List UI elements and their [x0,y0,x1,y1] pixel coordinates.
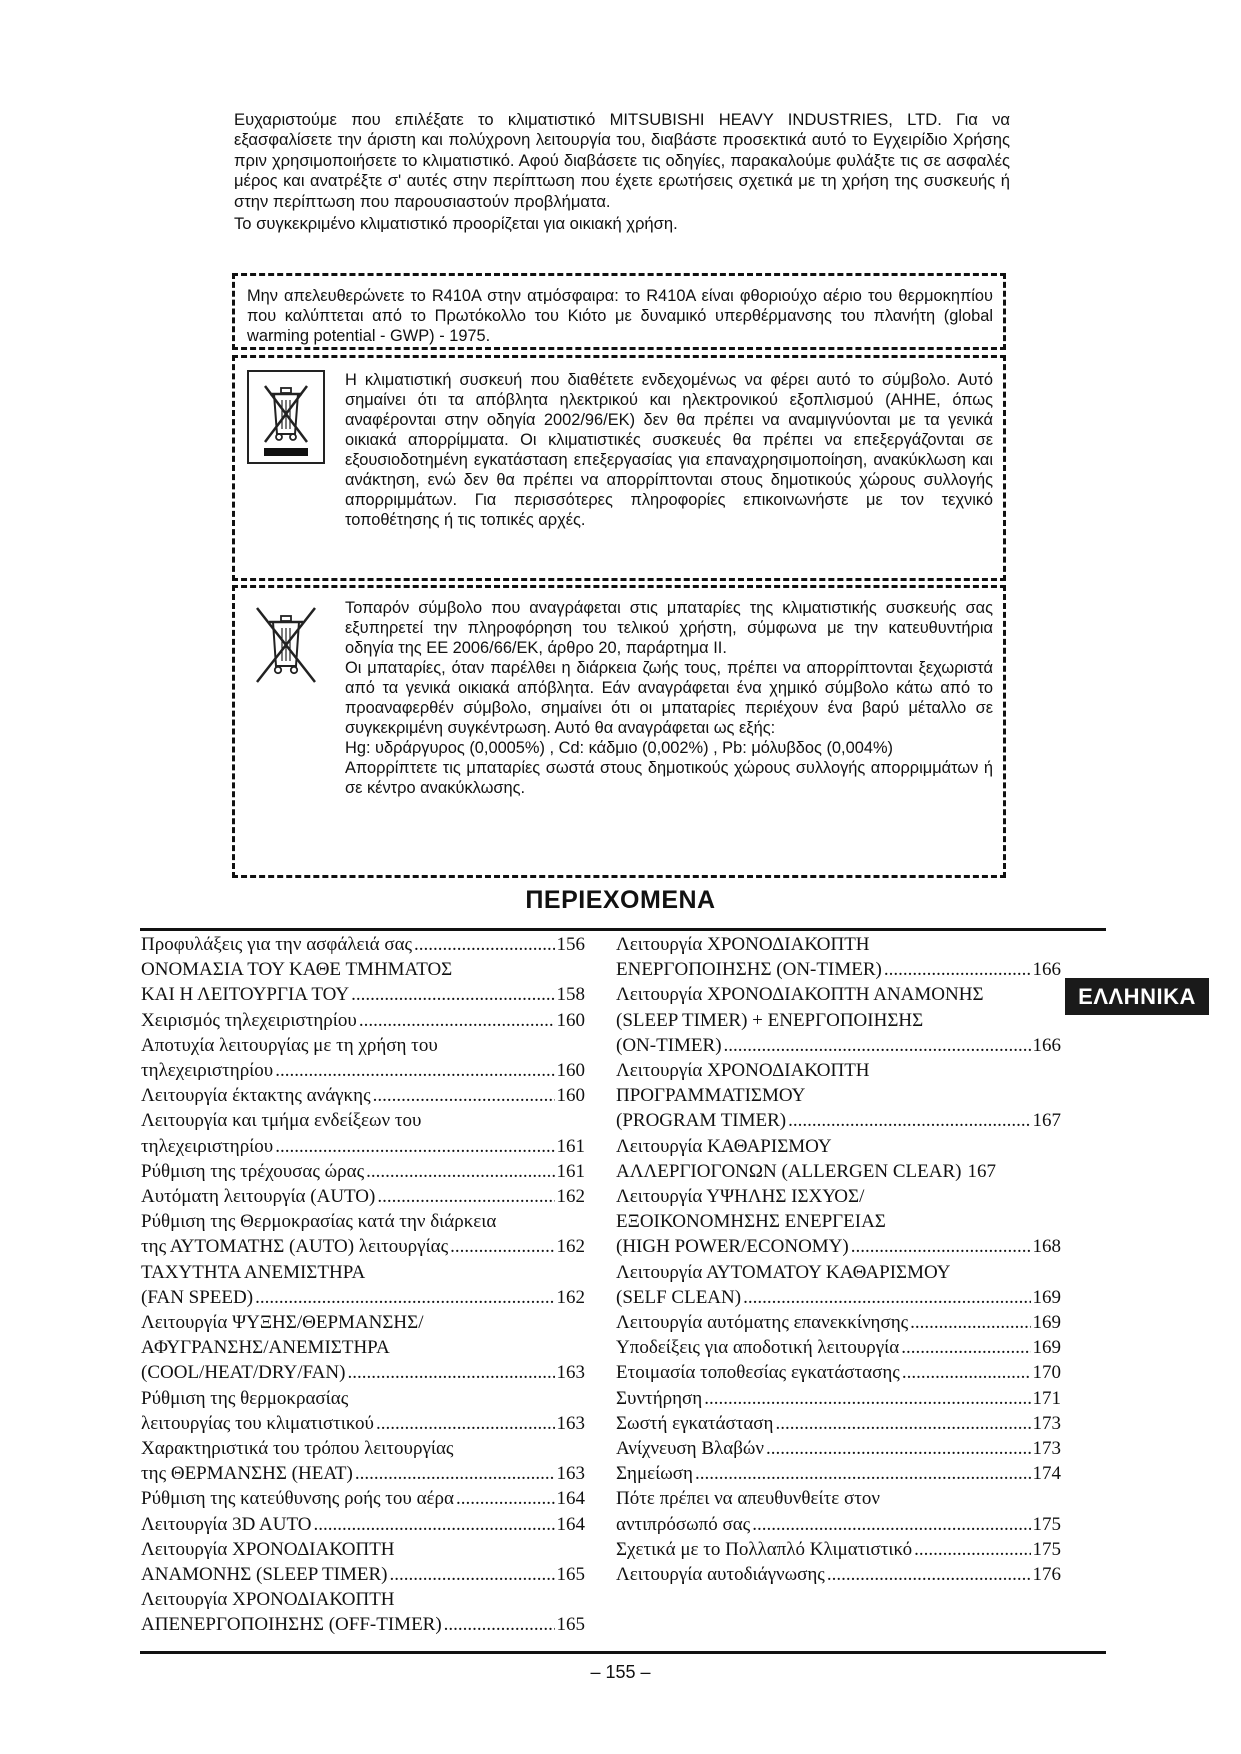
toc-entry-last-line [141,1184,585,1209]
toc-entry-title: τηλεχειριστηρίου [141,1060,274,1082]
toc-entry-title: της ΘΕΡΜΑΝΣΗΣ (HEAT) [141,1463,353,1485]
toc-entry-last-line [141,1612,585,1637]
toc-entry-line: ΕΞΟΙΚΟΝΟΜΗΣΗΣ ΕΝΕΡΓΕΙΑΣ [616,1211,886,1233]
toc-entry-title: Ρύθμιση της κατεύθυνσης ροής του αέρα [141,1488,454,1510]
toc-entry [616,1134,1061,1184]
toc-page-number: 169 [1032,1312,1061,1334]
weee-notice-box [232,355,1006,581]
toc-entry-title: τηλεχειριστηρίου [141,1135,274,1157]
toc-entry-last-line [616,1512,1061,1537]
toc-entry [141,1386,585,1436]
toc-page-number: 170 [1032,1362,1061,1384]
toc-entry [141,1159,585,1184]
toc-entry [141,1537,585,1587]
toc-entry-last-line [616,1234,1061,1259]
toc-top-rule [140,928,1106,931]
toc-dot-leader [775,1411,1030,1436]
toc-entry [141,1209,585,1259]
toc-dot-leader [347,1360,554,1385]
toc-entry-last-line [141,982,585,1007]
toc-entry-last-line [616,1335,1061,1360]
toc-entry-line: Λειτουργία ΧΡΟΝΟΔΙΑΚΟΠΤΗ [616,1060,870,1082]
toc-entry-last-line [141,1461,585,1486]
toc-entry-last-line [141,932,585,957]
toc-entry-line: ΟΝΟΜΑΣΙΑ ΤΟΥ ΚΑΘΕ ΤΜΗΜΑΤΟΣ [141,959,453,981]
toc-entry-last-line [141,1486,585,1511]
toc-page-number: 173 [1032,1438,1061,1460]
toc-entry-title: Ανίχνευση Βλαβών [616,1438,764,1460]
toc-entry-last-line [616,957,1061,982]
toc-dot-leader [359,1008,555,1033]
toc-dot-leader [376,1411,555,1436]
toc-page-number: 163 [556,1412,585,1434]
toc-dot-leader [389,1562,554,1587]
toc-page-number: 175 [1032,1538,1061,1560]
toc-page-number: 162 [556,1186,585,1208]
toc-entry-title: της ΑΥΤΟΜΑΤΗΣ (AUTO) λειτουργίας [141,1236,449,1258]
toc-entry [616,1360,1061,1385]
toc-dot-leader [444,1612,555,1637]
toc-entry-last-line [616,1562,1061,1587]
toc-dot-leader [884,957,1031,982]
toc-left-column [141,932,585,1638]
toc-entry-title: (HIGH POWER/ECONOMY) [616,1236,849,1258]
toc-page-number: 161 [556,1160,585,1182]
toc-page-number: 169 [1032,1337,1061,1359]
toc-title: ΠΕΡΙΕΧΟΜΕΝΑ [525,886,716,914]
toc-page-number: 174 [1032,1463,1061,1485]
toc-entry-title: Ετοιμασία τοποθεσίας εγκατάστασης [616,1362,900,1384]
toc-entry [141,1008,585,1033]
toc-entry-title: (FAN SPEED) [141,1286,254,1308]
toc-entry [141,1033,585,1083]
toc-entry [141,932,585,957]
toc-entry-title: Συντήρηση [616,1387,703,1409]
toc-page-number: 173 [1032,1412,1061,1434]
toc-page-number: 160 [556,1060,585,1082]
toc-page-number: 163 [556,1463,585,1485]
toc-dot-leader [255,1285,554,1310]
toc-entry-line: ΠΡΟΓΡΑΜΜΑΤΙΣΜΟΥ [616,1085,806,1107]
toc-entry-title: Ρύθμιση της τρέχουσας ώρας [141,1160,365,1182]
toc-entry-last-line [141,1411,585,1436]
toc-page-number: 162 [556,1286,585,1308]
toc-entry-line: (SLEEP TIMER) + ΕΝΕΡΓΟΠΟΙΗΣΗΣ [616,1009,924,1031]
toc-entry [616,1461,1061,1486]
toc-entry-last-line [141,1234,585,1259]
toc-page-number: 160 [556,1085,585,1107]
toc-entry-last-line [141,1562,585,1587]
toc-dot-leader [914,1537,1030,1562]
toc-entry [141,1310,585,1386]
weee-notice-text: Η κλιματιστική συσκευή που διαθέτετε ενδεχομένως να φέρει αυτό το σύμβολο. Αυτό σημαίνει ότι τα απόβλητα ηλεκτρικού και ηλεκτρονικού εξοπλισμού (ΑΗΗΕ, όπως αναφέρονται στην οδηγία 2002/96/ΕΚ) δεν θα πρέπει να αναμιγνύονται με τα γενικά οικιακά απορρίμματα. Οι κλιματιστικές συσκευές θα πρέπει να επεξεργάζονται σε εξουσιοδοτημένη εγκατάσταση επεξεργασίας για επαναχρησιμοποίηση, ανακύκλωση και ανάκτηση, ενώ δεν θα πρέπει να απορρίπτονται στους δημοτικούς χώρους συλλογής απορριμμάτων. Για περισσότερες πληροφορίες επικοινωνήστε με τον τεχνικό τοποθέτησης ή τις τοπικές αρχές. [345,371,993,529]
toc-entry [616,1562,1061,1587]
toc-page-number: 164 [556,1488,585,1510]
r410a-notice-text: Μην απελευθερώνετε το R410A στην ατμόσφαιρα: το R410A είναι φθοριούχο αέριο του θερμοκηπίου που καλύπτεται από το Πρωτόκολλο του Κιότο με δυναμικό υπερθέρμανσης του πλανήτη (global warming potential - GWP) - 1975. [247,287,993,345]
toc-entry-line: Ρύθμιση της Θερμοκρασίας κατά την διάρκεια [141,1211,497,1233]
toc-entry-last-line [616,1285,1061,1310]
toc-entry [616,1058,1061,1134]
toc-dot-leader [275,1058,554,1083]
toc-page-number: 165 [556,1614,585,1636]
toc-page-number: 156 [556,934,585,955]
toc-page-number: 163 [556,1362,585,1384]
toc-entry [616,1184,1061,1260]
toc-entry-line: Λειτουργία ΧΡΟΝΟΔΙΑΚΟΠΤΗ [141,1589,395,1611]
language-tab: ΕΛΛΗΝΙΚΑ [1065,978,1209,1015]
toc-dot-leader [313,1512,554,1537]
toc-entry [141,1108,585,1158]
intro-paragraph-1: Ευχαριστούμε που επιλέξατε το κλιματιστικό MITSUBISHI HEAVY INDUSTRIES, LTD. Για να εξασφαλίσετε την άριστη και πολύχρονη λειτουργία του, διαβάστε προσεκτικά αυτό το Εγχειρίδιο Χρήσης πριν χρησιμοποιήσετε το κλιματιστικό. Αφού διαβάσετε τις οδηγίες, παρακαλούμε φυλάξτε τις σε ασφαλές μέρος και ανατρέξτε σ' αυτές στην περίπτωση που έχετε ερωτήσεις σχετικά με τη χρήση της συσκευής ή στην περίπτωση που παρουσιαστούν προβλήματα. [234,110,1010,211]
toc-page-number: 165 [556,1564,585,1586]
toc-dot-leader [373,1083,555,1108]
toc-entry-line: ΑΦΥΓΡΑΝΣΗΣ/ΑΝΕΜΙΣΤΗΡΑ [141,1337,390,1359]
battery-notice-text-2: Οι μπαταρίες, όταν παρέλθει η διάρκεια ζωής τους, πρέπει να απορρίπτονται ξεχωριστά από τα γενικά οικιακά απόβλητα. Εάν αναγράφεται ένα χημικό σύμβολο κάτω από το προαναφερθέν σύμβολο, σημαίνει ότι οι μπαταρίες περιέχουν ένα βαρύ μέταλλο σε συγκεκριμένη συγκέντρωση. Αυτό θα αναγράφεται ως εξής: [345,659,993,737]
battery-notice-text-3: Hg: υδράργυρος (0,0005%) , Cd: κάδμιο (0,002%) , Pb: μόλυβδος (0,004%) [345,739,893,757]
toc-page-number: 166 [1032,959,1061,981]
toc-entry [141,1184,585,1209]
toc-dot-leader [743,1285,1030,1310]
toc-entry-line: Ρύθμιση της θερμοκρασίας [141,1387,349,1409]
toc-entry-last-line [141,1134,585,1159]
toc-page-number: 164 [556,1513,585,1535]
toc-page-number: 166 [1032,1034,1061,1056]
toc-entry-last-line [616,1108,1061,1133]
toc-entry-last-line [616,1537,1061,1562]
toc-page-number: 168 [1032,1236,1061,1258]
page-number: – 155 – [590,1662,651,1682]
toc-entry-line: Πότε πρέπει να απευθυνθείτε στον [616,1488,880,1510]
battery-notice-text-4: Απορρίπτετε τις μπαταρίες σωστά στους δημοτικούς χώρους συλλογής απορριμμάτων ή σε κέντρο ανακύκλωσης. [345,759,993,797]
toc-entry-title: Σωστή εγκατάσταση [616,1412,774,1434]
toc-entry-title: αντιπρόσωπό σας [616,1513,751,1535]
toc-entry-title: λειτουργίας του κλιματιστικού [141,1412,374,1434]
toc-entry [616,1260,1061,1310]
battery-notice-box [232,585,1006,878]
toc-dot-leader [414,932,554,957]
toc-entry [616,1310,1061,1335]
toc-entry-last-line [616,1033,1061,1058]
toc-entry-last-line [141,1360,585,1385]
toc-entry [616,1486,1061,1536]
toc-entry [141,1260,585,1310]
toc-entry [616,932,1061,982]
toc-dot-leader [766,1436,1031,1461]
toc-dot-leader [377,1184,554,1209]
toc-dot-leader [351,982,554,1007]
toc-right-column [616,932,1061,1587]
toc-dot-leader [450,1234,554,1259]
toc-entry-last-line [616,1159,1061,1184]
toc-entry-last-line [141,1159,585,1184]
toc-entry-title: (ON-TIMER) [616,1034,722,1056]
toc-entry-line: Λειτουργία ΑΥΤΟΜΑΤΟΥ ΚΑΘΑΡΙΣΜΟΥ [616,1261,951,1283]
toc-page-number: 161 [556,1135,585,1157]
toc-entry-line: Χαρακτηριστικά του τρόπου λειτουργίας [141,1438,454,1460]
toc-dot-leader [788,1108,1030,1133]
toc-entry-line: Λειτουργία ΧΡΟΝΟΔΙΑΚΟΠΤΗ [616,934,870,955]
toc-entry-last-line [141,1285,585,1310]
toc-entry [616,1386,1061,1411]
toc-dot-leader [851,1234,1031,1259]
crossed-bin-symbol-icon [247,370,325,464]
toc-entry-title: Χειρισμός τηλεχειριστηρίου [141,1009,357,1031]
toc-page-number: 167 [967,1160,996,1182]
toc-dot-leader [366,1159,554,1184]
toc-entry-last-line [616,1411,1061,1436]
toc-entry [616,1411,1061,1436]
toc-dot-leader [827,1562,1031,1587]
toc-entry [141,1512,585,1537]
toc-entry-title: ΑΠΕΝΕΡΓΟΠΟΙΗΣΗΣ (OFF-TIMER) [141,1614,442,1636]
toc-entry-title: ΚΑΙ Η ΛΕΙΤΟΥΡΓΙΑ ΤΟΥ [141,984,350,1006]
toc-entry-line: Λειτουργία και τμήμα ενδείξεων του [141,1110,422,1132]
toc-entry-last-line [141,1058,585,1083]
toc-dot-leader [910,1310,1030,1335]
toc-dot-leader [456,1486,555,1511]
toc-entry-last-line [616,1360,1061,1385]
toc-page-number: 158 [556,984,585,1006]
toc-entry-last-line [141,1083,585,1108]
toc-entry [616,1537,1061,1562]
toc-entry [141,1436,585,1486]
toc-entry-last-line [141,1008,585,1033]
toc-entry-last-line [141,1512,585,1537]
toc-dot-leader [275,1134,554,1159]
toc-entry-title: Λειτουργία έκτακτης ανάγκης [141,1085,371,1107]
toc-entry [616,1335,1061,1360]
toc-entry-title: (PROGRAM TIMER) [616,1110,787,1132]
toc-page-number: 171 [1032,1387,1061,1409]
toc-entry-title: Υποδείξεις για αποδοτική λειτουργία [616,1337,900,1359]
toc-dot-leader [901,1335,1030,1360]
toc-entry [141,957,585,1007]
toc-entry-title: Λειτουργία 3D AUTO [141,1513,312,1535]
toc-entry-line: Λειτουργία ΧΡΟΝΟΔΙΑΚΟΠΤΗ [141,1538,395,1560]
toc-entry [141,1587,585,1637]
toc-entry-title: Σχετικά με το Πολλαπλό Κλιματιστικό [616,1538,913,1560]
toc-entry [616,1436,1061,1461]
toc-dot-leader [902,1360,1031,1385]
toc-entry-line: Λειτουργία ΨΥΞΗΣ/ΘΕΡΜΑΝΣΗΣ/ [141,1312,424,1334]
toc-entry-title: ΕΝΕΡΓΟΠΟΙΗΣΗΣ (ON-TIMER) [616,959,882,981]
toc-entry-title: ΑΝΑΜΟΝΗΣ (SLEEP TIMER) [141,1564,388,1586]
toc-entry-last-line [616,1436,1061,1461]
toc-entry [141,1486,585,1511]
toc-dot-leader [355,1461,555,1486]
toc-entry-line: ΤΑΧΥΤΗΤΑ ΑΝΕΜΙΣΤΗΡΑ [141,1261,366,1283]
toc-entry-line: Αποτυχία λειτουργίας με τη χρήση του [141,1034,438,1056]
toc-page-number: 176 [1032,1564,1061,1586]
intro-paragraph-2: Το συγκεκριμένο κλιματιστικό προορίζεται για οικιακή χρήση. [234,214,678,234]
toc-dot-leader [724,1033,1031,1058]
toc-entry-last-line [616,1310,1061,1335]
toc-entry-line: Λειτουργία ΥΨΗΛΗΣ ΙΣΧΥΟΣ/ [616,1186,865,1208]
toc-entry-line: Λειτουργία ΚΑΘΑΡΙΣΜΟΥ [616,1135,832,1157]
toc-page-number: 162 [556,1236,585,1258]
toc-entry-last-line [616,1386,1061,1411]
toc-entry-line: Λειτουργία ΧΡΟΝΟΔΙΑΚΟΠΤΗ ΑΝΑΜΟΝΗΣ [616,984,984,1006]
toc-entry-title: Προφυλάξεις για την ασφάλειά σας [141,934,413,955]
toc-entry-title: Λειτουργία αυτόματης επανεκκίνησης [616,1312,909,1334]
toc-entry-title: (COOL/HEAT/DRY/FAN) [141,1362,346,1384]
toc-entry-title: Σημείωση [616,1463,693,1485]
toc-page-number: 169 [1032,1286,1061,1308]
toc-entry [141,1083,585,1108]
intro-text [234,110,1010,234]
toc-entry-title: Αυτόματη λειτουργία (AUTO) [141,1186,376,1208]
toc-dot-leader [752,1512,1030,1537]
toc-entry-title: (SELF CLEAN) [616,1286,742,1308]
toc-page-number: 175 [1032,1513,1061,1535]
toc-entry-title: ΑΛΛΕΡΓΙΟΓΟΝΩΝ (ALLERGEN CLEAR) [616,1160,962,1182]
toc-bottom-rule [140,1651,1106,1654]
toc-entry [616,982,1061,1058]
r410a-notice-box [232,273,1006,350]
toc-entry-title: Λειτουργία αυτοδιάγνωσης [616,1564,825,1586]
crossed-bin-battery-symbol-icon [247,600,325,688]
battery-notice-text-1: Τοπαρόν σύμβολο που αναγράφεται στις μπαταρίες της κλιματιστικής συσκευής σας εξυπηρετεί την πληροφόρηση του τελικού χρήστη, σύμφωνα με την κατευθυντήρια οδηγία της ΕΕ 2006/66/ΕΚ, άρθρο 20, παράρτημα ΙΙ. [345,599,993,657]
toc-page-number: 167 [1032,1110,1061,1132]
toc-entry-last-line [616,1461,1061,1486]
toc-page-number: 160 [556,1009,585,1031]
toc-dot-leader [704,1386,1030,1411]
toc-dot-leader [695,1461,1031,1486]
